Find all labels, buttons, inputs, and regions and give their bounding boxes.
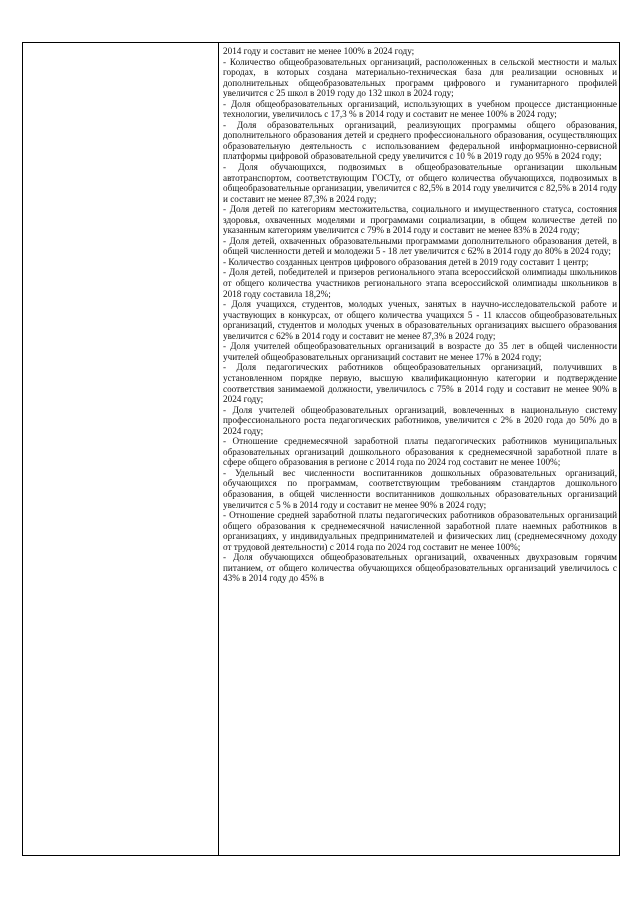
indicators-cell [223,46,617,852]
paragraph: 2014 году и составит не менее 100% в 2024 году; [223,46,415,56]
paragraph: - Доля образовательных организаций, реализующих программы общего образования, дополнительного образования детей и среднего профессионального образования, осуществляющих образовательную деятельность с использованием федеральной информационно-сервисной платформы цифровой образовательной среду увеличится с 10 % в 2019 году до 95% в 2024 году; [223,119,617,162]
paragraph: - Удельный вес численности воспитанников дошкольных образовательных организаций, обучающихся по программам, соответствующим требованиям стандартов дошкольного образования, в общей численности воспитанников дошкольных образовательных организаций увеличится с 5 % в 2014 году и составит не менее 90% в 2024 году; [223,467,617,510]
column-divider [218,43,219,855]
paragraph: - Доля детей, победителей и призеров регионального этапа всероссийской олимпиады школьников от общего количества участников регионального этапа всероссийской олимпиады школьников в 2018 году составила 18,2%; [223,267,617,299]
paragraph: - Количество общеобразовательных организаций, расположенных в сельской местности и малых городах, в которых создана материально-техническая база для реализации основных и дополнительных общеобразовательных программ цифрового и гуманитарного профилей увеличится с 25 школ в 2019 году до 132 школ в 2024 году; [223,56,617,99]
paragraph: - Доля учащихся, студентов, молодых ученых, занятых в научно-исследовательской работе и участвующих в конкурсах, от общего количества учащихся 5 - 11 классов общеобразовательных организаций, студентов и молодых ученых в образовательных организациях высшего образования увеличится с 62% в 2014 году и составит не менее 87,3% в 2024 году; [223,299,617,341]
paragraph: - Доля педагогических работников общеобразовательных организаций, получивших в установленном порядке первую, высшую квалификационную категории и подтверждение соответствия занимаемой должности, увеличилось с 75% в 2014 году и составит не менее 90% в 2024 году; [223,362,617,405]
paragraph: - Доля обучающихся общеобразовательных организаций, охваченных двухразовым горячим питанием, от общего количества обучающихся общеобразовательных организаций увеличилось с 43% в 2014 году до 45% в [223,552,617,584]
paragraph: - Доля учителей общеобразовательных организаций, вовлеченных в национальную систему профессионального роста педагогических работников, увеличится с 2% в 2020 года до 50% до в 2024 году; [223,404,617,436]
paragraph: - Количество созданных центров цифрового образования детей в 2019 году составит 1 центр; [223,256,589,267]
paragraph: - Доля детей по категориям местожительства, социального и имущественного статуса, состояния здоровья, охваченных моделями и программами социализации, в общем количестве детей по указанным категориям увеличится с 79% в 2014 году и составит не менее 83% в 2024 году; [223,204,617,236]
paragraph: - Доля общеобразовательных организаций, использующих в учебном процессе дистанционные технологии, увеличилось с 17,3 % в 2014 году и составит не менее 100% в 2024 году; [223,98,617,120]
paragraph: - Отношение среднемесячной заработной платы педагогических работников муниципальных образовательных организаций дошкольного образования к среднемесячной заработной плате в сфере общего образования в регионе с 2014 года по 2024 год составит не менее 100%; [223,436,617,468]
paragraph: - Отношение средней заработной платы педагогических работников образовательных организаций общего образования к среднемесячной начисленной заработной плате наемных работников в организациях, у индивидуальных предпринимателей и физических лиц (среднемесячному доходу от трудовой деятельности) с 2014 года по 2024 год составит не менее 100%; [223,510,617,552]
paragraph: - Доля учителей общеобразовательных организаций в возрасте до 35 лет в общей численности учителей общеобразовательных организаций составит не менее 17% в 2024 году; [223,341,617,362]
paragraph: - Доля детей, охваченных образовательными программами дополнительного образования детей, в общей численности детей и молодежи 5 - 18 лет увеличится с 62% в 2014 году до 80% в 2024 году; [223,235,617,257]
paragraph: - Доля обучающихся, подвозимых в общеобразовательные организации школьным автотранспортом, соответствующим ГОСТу, от общего количества обучающихся, подвозимых в общеобразовательные организации, увеличится с 82,5% в 2014 году увеличится с 82,5% в 2014 году и составит не менее 87,3% в 2024 году; [223,162,617,204]
content-table [22,42,620,856]
